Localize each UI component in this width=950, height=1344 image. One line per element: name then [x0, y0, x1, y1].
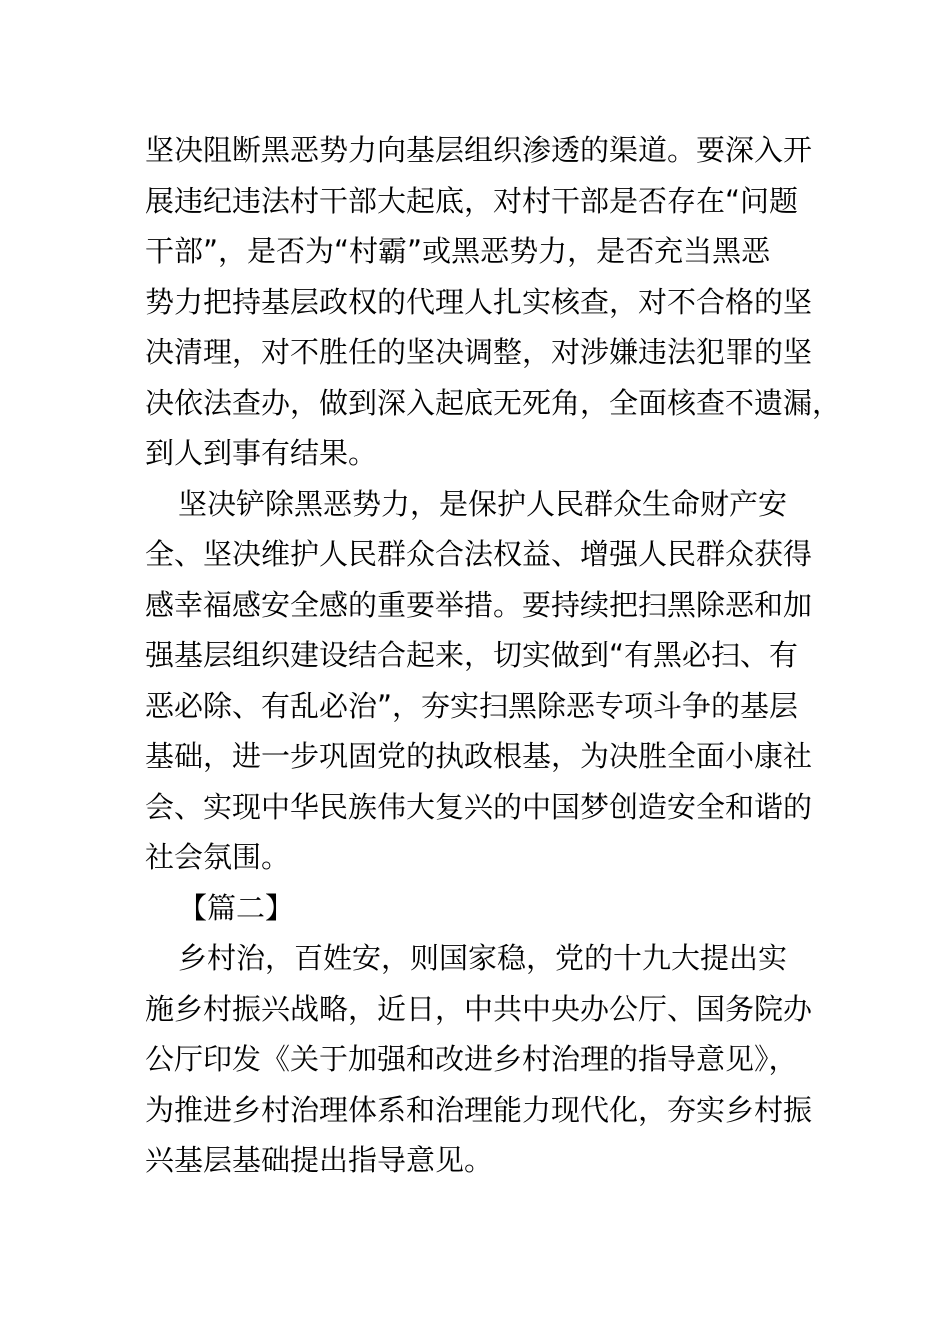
text-line: 社会氛围。	[145, 840, 291, 874]
text-line: 坚决铲除黑恶势力，是保护人民群众生命财产安	[178, 486, 788, 521]
text-line: 乡村治，百姓安，则国家稳，党的十九大提出实	[178, 941, 788, 975]
text-line: 强基层组织建设结合起来，切实做到“有黑必扫、有	[145, 638, 799, 672]
text-line: 基础，进一步巩固党的执政根基，为决胜全面小康社	[145, 739, 813, 773]
text-line: 会、实现中华民族伟大复兴的中国梦创造安全和谐的	[145, 789, 813, 824]
text-line: 感幸福感安全感的重要举措。要持续把扫黑除恶和加	[145, 587, 813, 622]
text-line: 决依法查办，做到深入起底无死角，全面核查不遗漏，	[145, 385, 842, 420]
paragraph-3	[145, 933, 825, 1186]
section-heading	[145, 883, 825, 934]
text-line: 决清理，对不胜任的坚决调整，对涉嫌违法犯罪的坚	[145, 335, 813, 369]
paragraph-2	[145, 479, 825, 883]
section-title: 【篇二】	[178, 890, 295, 925]
text-line: 为推进乡村治理体系和治理能力现代化，夯实乡村振	[145, 1092, 813, 1127]
text-line: 施乡村振兴战略，近日，中共中央办公厅、国务院办	[145, 991, 813, 1026]
text-line: 展违纪违法村干部大起底，对村干部是否存在“问题	[145, 183, 799, 218]
paragraph-1	[145, 125, 842, 479]
text-line: 全、坚决维护人民群众合法权益、增强人民群众获得	[145, 537, 813, 571]
text-line: 干部”，是否为“村霸”或黑恶势力，是否充当黑恶	[145, 234, 771, 268]
text-line: 兴基层基础提出指导意见。	[145, 1143, 494, 1177]
document-body	[145, 125, 842, 1186]
text-line: 公厅印发《关于加强和改进乡村治理的指导意见》，	[145, 1042, 798, 1076]
text-line: 到人到事有结果。	[145, 436, 378, 470]
text-line: 坚决阻断黑恶势力向基层组织渗透的渠道。要深入开	[145, 133, 813, 167]
text-line: 势力把持基层政权的代理人扎实核查，对不合格的坚	[145, 284, 813, 319]
text-line: 恶必除、有乱必治”，夯实扫黑除恶专项斗争的基层	[145, 688, 799, 723]
